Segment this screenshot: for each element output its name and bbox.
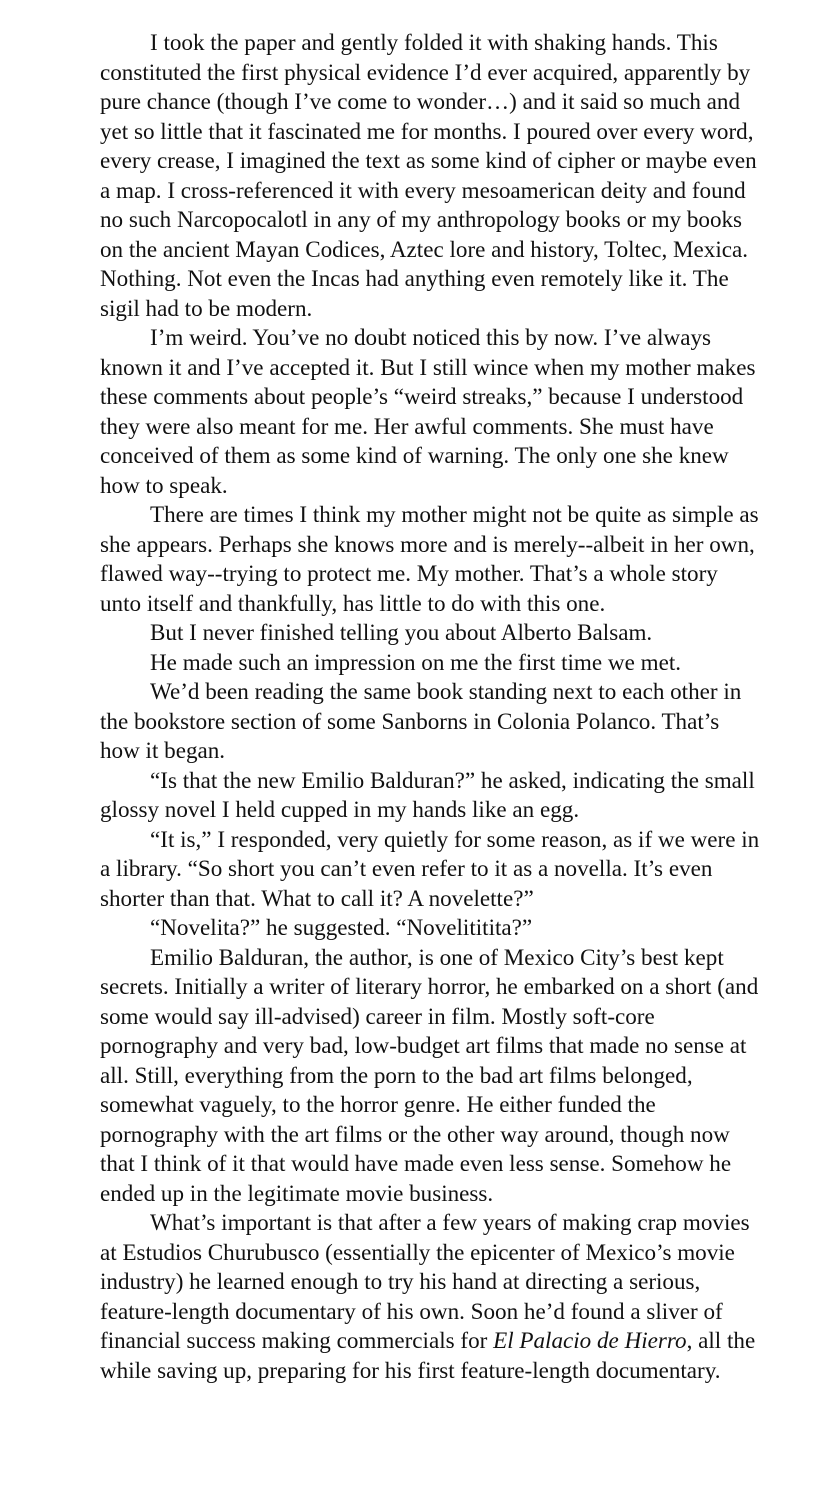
paragraph-text: What’s important is that after a few years of making crap movies at Estudios Churubusco (essentially the epicenter of Mexico’s movie industry) he learned enough to try his hand at directing a serious, feature-length documentary of his own. Soon he’d found a sliver of financial success making commercials for — [100, 1209, 750, 1353]
paragraph: I’m weird. You’ve no doubt noticed this by now. I’ve always known it and I’ve accepted it. But I still wince when my mother makes these comments about people’s “weird streaks,” because I understood they were also meant for me. Her awful comments. She must have conceived of them as some kind of warning. The only one she knew how to speak. — [100, 324, 756, 498]
paragraph: He made such an impression on me the first time we met. — [150, 648, 682, 675]
paragraph-last — [100, 1208, 760, 1385]
italic-title: El Palacio de Hierro — [493, 1327, 687, 1353]
paragraph: But I never finished telling you about Alberto Balsam. — [150, 619, 653, 645]
paragraph-text: , all the while saving up, preparing for his first feature-length documentary. — [100, 1327, 756, 1383]
document-page — [100, 28, 760, 1385]
paragraph: There are times I think my mother might not be quite as simple as she appears. Perhaps she knows more and is merely--albeit in her own, flawed way--trying to protect me. My mother. That’s a whole story unto itself and thankfully, has little to do with this one. — [100, 501, 759, 616]
paragraph: “Is that the new Emilio Balduran?” he asked, indicating the small glossy novel I held cupped in my hands like an egg. — [100, 766, 755, 822]
paragraph: I took the paper and gently folded it with shaking hands. This constituted the first physical evidence I’d ever acquired, apparently by pure chance (though I’ve come to wonder…) and it said so much and yet so little that it fascinated me for months. I poured over every word, every crease, I imagined the text as some kind of cipher or maybe even a map. I cross-referenced it with every mesoamerican deity and found no such Narcopocalotl in any of my anthropology books or my books on the ancient Mayan Codices, Aztec lore and history, Toltec, Mexica. Nothing. Not even the Incas had anything even remotely like it. The sigil had to be modern. — [100, 29, 757, 321]
paragraph: “Novelita?” he suggested. “Novelititita?” — [150, 914, 533, 940]
paragraph: “It is,” I responded, very quietly for some reason, as if we were in a library. “So short you can’t even refer to it as a novella. It’s even shorter than that. What to call it? A novelette?” — [100, 825, 760, 911]
paragraph: We’d been reading the same book standing next to each other in the bookstore section of some Sanborns in Colonia Polanco. That’s how it began. — [100, 678, 742, 763]
paragraph: Emilio Balduran, the author, is one of Mexico City’s best kept secrets. Initially a writer of literary horror, he embarked on a short (and some would say ill-advised) career in film. Mostly soft-core pornography and very bad, low-budget art films that made no sense at all. Still, everything from the porn to the bad art films belonged, somewhat vaguely, to the horror genre. He either funded the pornography with the art films or the other way around, though now that I think of it that would have made even less sense. Somehow he ended up in the legitimate movie business. — [100, 943, 759, 1206]
